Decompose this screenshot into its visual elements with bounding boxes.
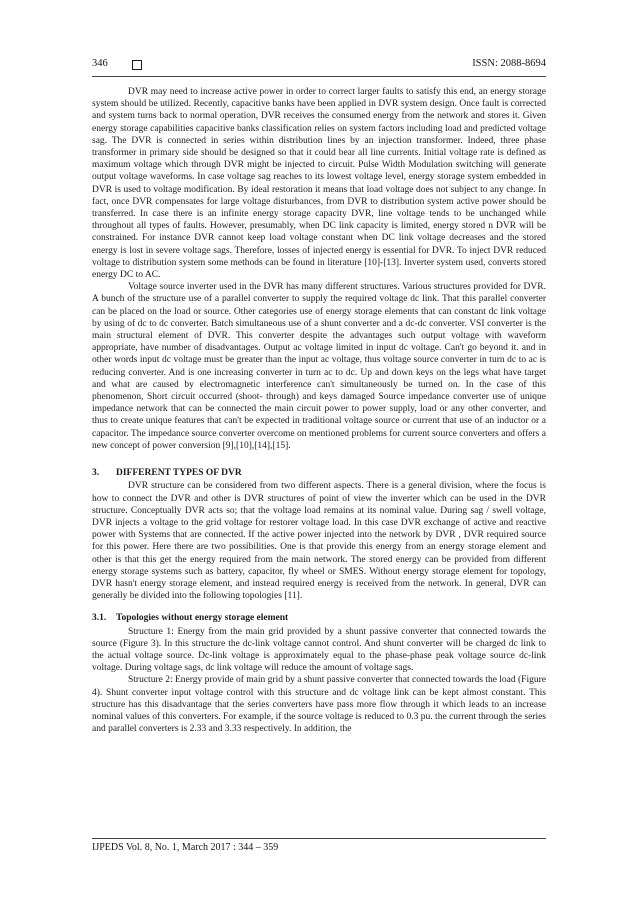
paragraph: Structure 2: Energy provide of main grid by a shunt passive converter that connected towards the load (Figure 4). Shunt converter input voltage control with this structure and dc voltage link can be kept almost constant. This structure has this disadvantage that the series converters have pass more flow through it which leads to an increase nominal values of this converters. For example, if the source voltage is reduced to 0.3 pu. the current through the series and parallel converters is 2.33 and 3.33 respectively. In addition, the <box>92 675 546 735</box>
footer-rule <box>92 838 546 839</box>
page-number: 346 <box>92 58 108 69</box>
section-heading <box>92 467 546 479</box>
subsection-heading <box>92 612 546 624</box>
paragraph: Structure 1: Energy from the main grid provided by a shunt passive converter that connected towards the source (Figure 3). In this structure the dc-link voltage cannot control. And shunt converter will be charged dc link to the actual voltage source. Dc-link voltage is approximately equal to the phase-phase peak voltage source dc-link voltage. During voltage sags, dc link voltage will reduce the amount of voltage sags. <box>92 626 546 674</box>
section-number: 3. <box>92 468 100 479</box>
article-body <box>92 86 546 735</box>
footer-citation: IJPEDS Vol. 8, No. 1, March 2017 : 344 – 359 <box>92 842 279 853</box>
subsection-number: 3.1. <box>92 613 107 624</box>
header-rule <box>92 76 546 77</box>
paragraph: Voltage source inverter used in the DVR has many different structures. Various structures provided for DVR. A bunch of the structure use of a parallel converter to supply the required voltage dc link. That this parallel converter can be placed on the load or source. Other categories use of energy storage elements that can constant dc link voltage by using of dc to dc converter. Batch simultaneous use of a shunt converter and a dc-dc converter. VSI converter is the main structural element of DVR. This converter despite the advantages such output voltage with waveform appropriate, have number of disadvantages. Output ac voltage limited in input dc voltage. Can't go beyond it. and in other words input dc voltage must be greater than the input ac voltage, thus voltage source converter in turn dc to ac is reducing converter. And is one increasing converter in turn ac to dc. Up and down keys on the legs what have target and what are caused by electromagnetic interference can't simultaneously be turned on. In the case of this phenomenon, Short circuit occurred (shoot- through) and keys damaged Source impedance converter use of unique impedance network that can be connected the main circuit power to power supply, load or any other converter, and thus to create unique features that can't be expected in traditional voltage source or current that use of an inductor or a capacitor. The impedance source converter overcome on mentioned problems for current source converters and offers a new concept of power conversion [9],[10],[14],[15]. <box>92 282 546 451</box>
page-header <box>92 58 546 74</box>
issn-label: ISSN: 2088-8694 <box>472 58 546 69</box>
paragraph: DVR structure can be considered from two different aspects. There is a general division, where the focus is how to connect the DVR and other is DVR structures of point of view the inverter which can be used in the DVR structure. Conceptually DVR acts so; that the voltage load remains at its nominal value. During sag / swell voltage, DVR injects a voltage to the grid voltage for restorer voltage load. In this case DVR exchange of active and reactive power with Systems that are connected. If the active power injected into the network by DVR , DVR required source for this power. Here there are two possibilities. One is that provide this energy from an energy storage element and other is that this get the energy required from the main network. The stored energy can be provided from different energy storage systems such as battery, capacitor, fly wheel or SMES. Without energy storage element for topology, DVR hasn't energy storage element, and instead required energy is received from the network. In general, DVR can generally be divided into the following topologies [11]. <box>92 481 546 602</box>
section-title: DIFFERENT TYPES OF DVR <box>116 468 242 479</box>
subsection-title: Topologies without energy storage element <box>116 613 289 624</box>
paragraph: DVR may need to increase active power in order to correct larger faults to satisfy this end, an energy storage system should be utilized. Recently, capacitive banks have been applied in DVR system design. Once fault is corrected and system turns back to normal operation, DVR receives the consumed energy from the network and stores it. Given energy storage capabilities capacitive banks classification relies on system factors including load and predicted voltage sag. The DVR is connected in series within distribution lines by an injection transformer. Indeed, three phase transformer in primary side should be designed so that it could bear all line currents. Initial voltage rate is defined as maximum voltage which through DVR might be injected to circuit. Pulse Width Modulation switching will generate output voltage waveforms. In case voltage sag reaches to its lowest voltage level, energy storage system embedded in DVR is used to voltage modification. By ideal restoration it means that load voltage does not subject to any change. In fact, once DVR compensates for large voltage disturbances, from DVR to distribution system active power should be transferred. In case there is an infinite energy storage capacity DVR, line voltage tends to be unchanged while throughout all types of faults. However, presumably, when DC link capacity is limited, energy stored n DVR will be constrained. For instance DVR cannot keep load voltage constant when DC link voltage decreases and the stored energy is lost in severe voltage sags. Therefore, losses of injected energy is essential for DVR. To inject DVR reduced voltage to distribution system some methods can be found in literature [10]-[13]. Inverter system used, converts stored energy DC to AC. <box>92 87 546 281</box>
square-bullet-icon <box>132 60 142 70</box>
